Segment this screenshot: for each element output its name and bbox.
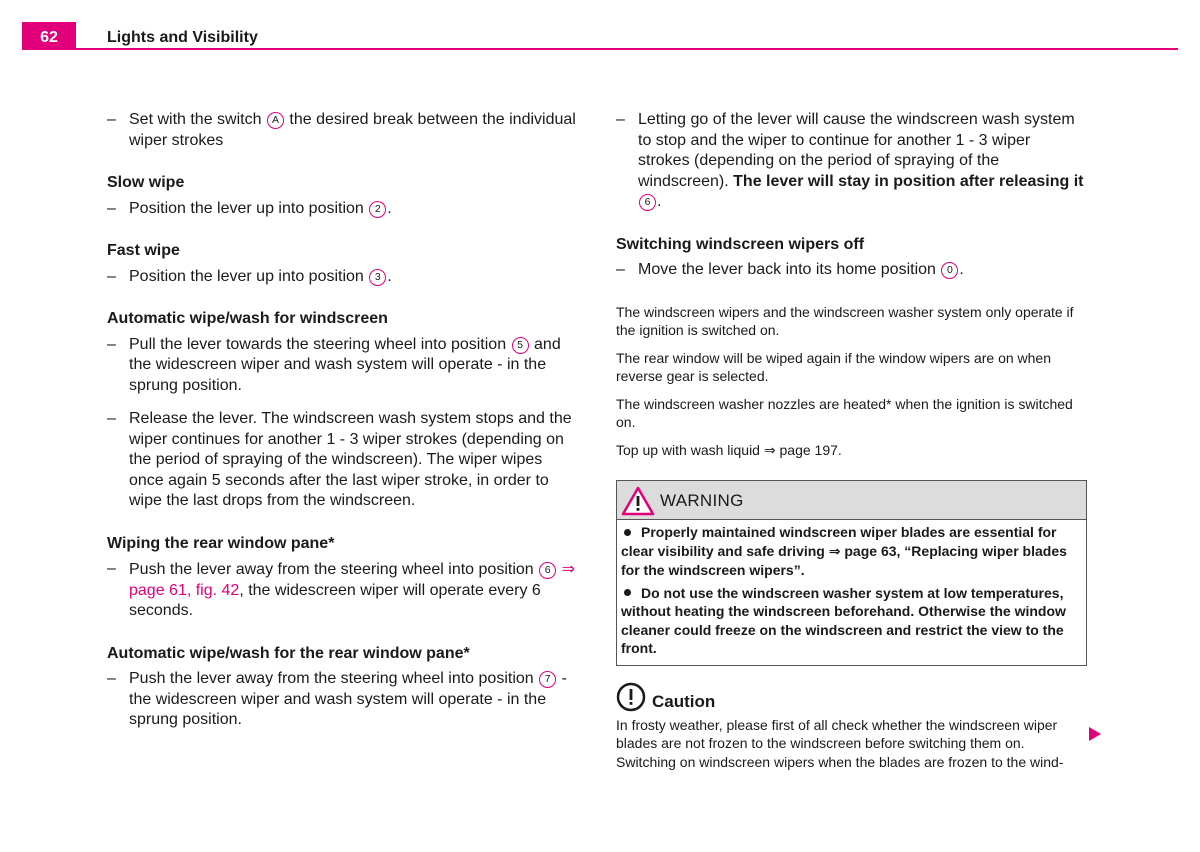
list-item: – Push the lever away from the steering wheel into position 7 - the widescreen wiper and wash system will operate - in the sprung position. [107,670,567,728]
bullet-icon [624,529,631,536]
list-item: – Release the lever. The windscreen wash system stops and the wiper continues for another 1 - 3 wiper strokes (depending on the period of spraying of the windscreen). The wiper wipes once again 5 seconds after the last wiper stroke, in order to wipe the last drops from the windscreen. [107,410,572,509]
warning-title: WARNING [660,491,744,510]
warning-header [617,481,1086,520]
position-marker: 6 [539,562,556,579]
caution-header [616,682,1086,714]
arrow-icon: ⇒ [763,442,776,459]
left-column [107,110,577,744]
position-marker: 0 [941,262,958,279]
position-marker: 3 [369,269,386,286]
warning-item: Do not use the windscreen washer system at low temperatures, without heating the windscreen beforehand. Otherwise the window cleaner could freeze on the windscreen and restrict the view to the front. [621,584,1066,656]
list-item: – Letting go of the lever will cause the windscreen wash system to stop and the wiper to continue for another 1 - 3 wiper strokes (depending on the period of spraying of the windscreen). The lever will stay in position after releasing it6 . [616,111,1084,210]
note-paragraph: The windscreen washer nozzles are heated* when the ignition is switched on. [616,395,1073,430]
list-item: – Move the lever back into its home position 0 . [616,261,964,278]
warning-triangle-icon [621,486,655,516]
position-marker: 6 [639,194,656,211]
continue-arrow-icon [1089,727,1101,741]
wipers-off-heading: Switching windscreen wipers off [616,235,865,253]
list-item: – Position the lever up into position 3 . [107,267,392,285]
position-marker: 7 [539,671,556,688]
note-paragraph: The windscreen wipers and the windscreen washer system only operate if the ignition is switched on. [616,303,1074,338]
list-item: – Position the lever up into position 2 . [107,199,392,217]
page-number: 62 [22,22,76,50]
position-marker: 5 [512,337,529,354]
page-link[interactable]: page 61, fig. 42 [129,581,240,599]
arrow-icon: ⇒ [828,543,841,560]
caution-title: Caution [652,691,716,711]
slow-wipe-heading: Slow wipe [107,174,185,191]
rear-wash-heading: Automatic wipe/wash for the rear window pane* [107,644,470,662]
list-item: – Set with the switch A the desired break between the individual wiper strokes [107,111,576,149]
rear-wipe-heading: Wiping the rear window pane* [107,534,335,552]
bullet-icon [624,589,631,596]
caution-exclamation-icon [616,682,646,712]
warning-body [617,520,1086,665]
warning-box [616,480,1087,666]
position-marker: 2 [369,201,386,218]
auto-wash-heading: Automatic wipe/wash for windscreen [107,310,388,327]
warning-item: Properly maintained windscreen wiper blades are essential for clear visibility and safe driving ⇒ page 63, “Replacing wiper blades for the windscreen wipers”. [621,524,1067,578]
right-column [616,110,1086,771]
list-item: – Pull the lever towards the steering wheel into position 5 and the widescreen wiper and wash system will operate - in the sprung position. [107,335,561,394]
list-item: – Push the lever away from the steering wheel into position 6 ⇒ page 61, fig. 42, the widescreen wiper will operate every 6 seconds. [107,559,575,619]
switch-marker: A [267,112,284,129]
fast-wipe-heading: Fast wipe [107,242,180,259]
note-paragraph: Top up with wash liquid ⇒ page 197. [616,441,842,459]
header-rule [22,48,1178,50]
caution-text: In frosty weather, please first of all check whether the windscreen wiper blades are not frozen to the windscreen before switching them on. Switching on windscreen wipers when the blades are frozen to the wind- [616,716,1064,770]
link-arrow-icon[interactable]: ⇒ [561,559,575,578]
section-title: Lights and Visibility [107,29,258,46]
note-paragraph: The rear window will be wiped again if the window wipers are on when reverse gear is selected. [616,349,1052,384]
